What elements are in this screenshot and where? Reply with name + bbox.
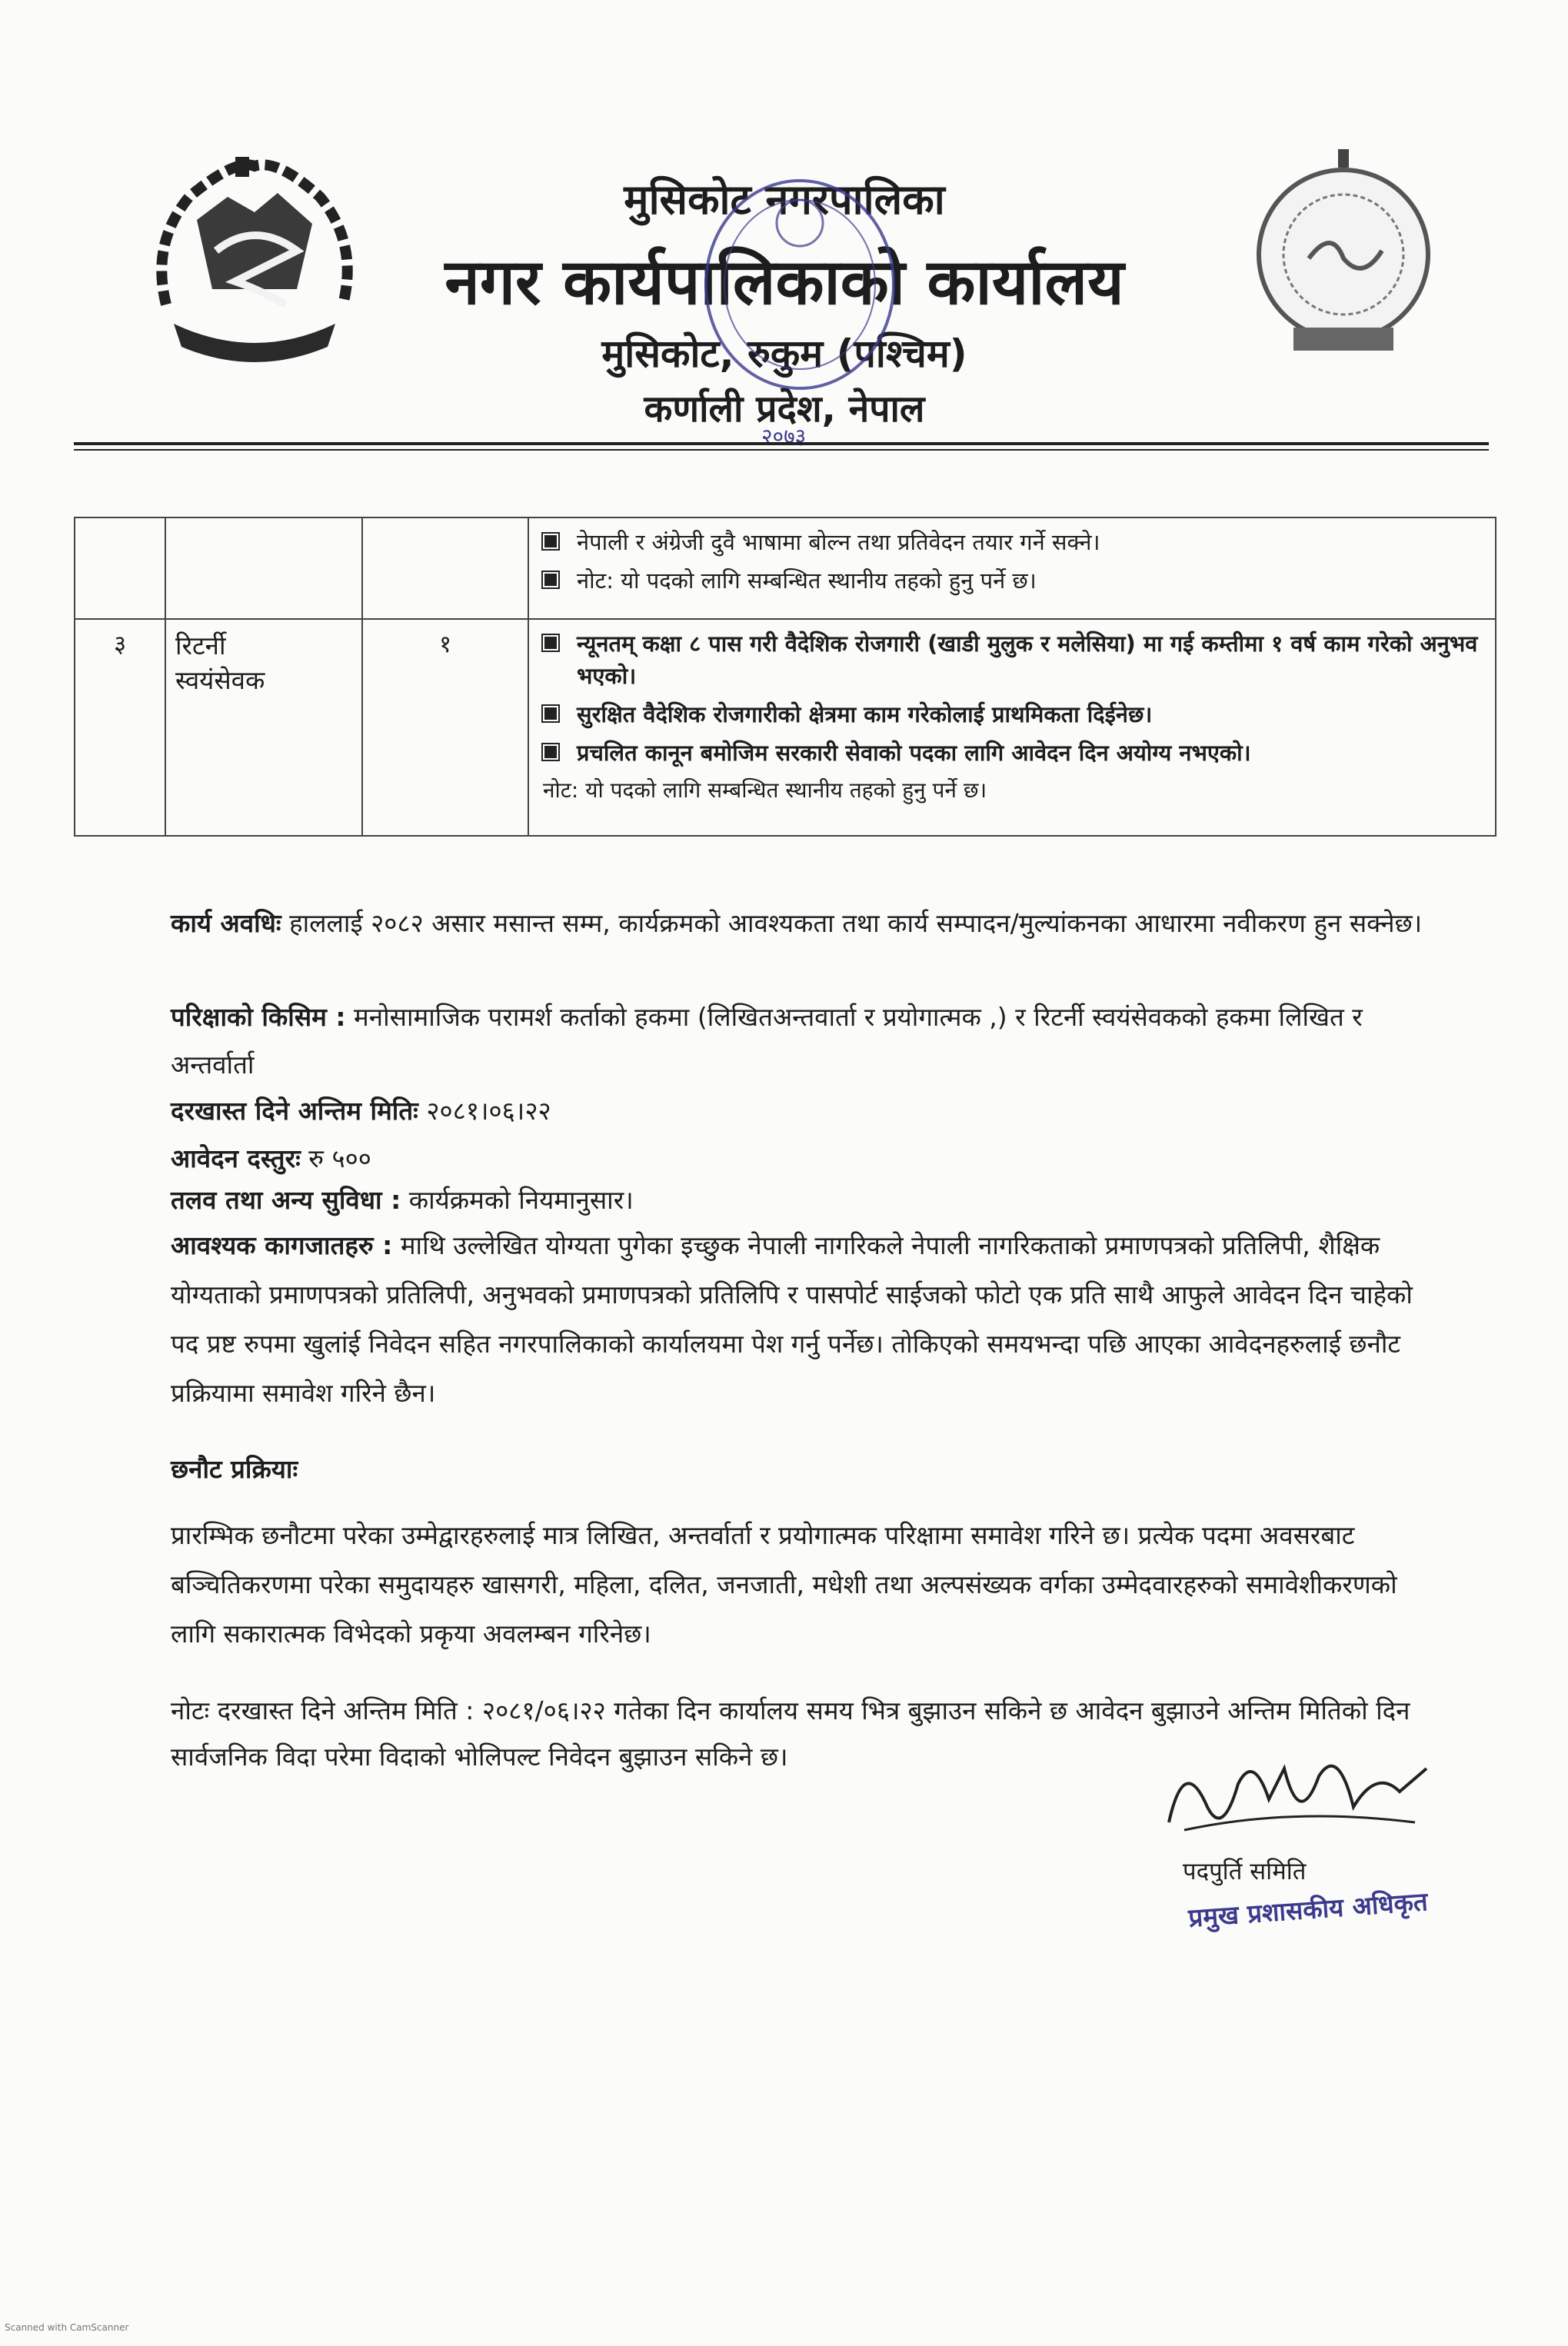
fee-label: आवेदन दस्तुरः	[171, 1143, 301, 1173]
table-cell	[165, 517, 362, 619]
office-title: नगर कार्यपालिकाको कार्यालय	[444, 246, 1124, 319]
table-row	[75, 517, 1496, 619]
application-deadline	[171, 1087, 1440, 1135]
province-country: कर्णाली प्रदेश, नेपाल	[644, 388, 925, 431]
post-note: नोट: यो पदको लागि सम्बन्धित स्थानीय तहको हुनु पर्ने छ।	[543, 777, 987, 804]
qualification-text: न्यूनतम् कक्षा ८ पास गरी वैदेशिक रोजगारी (खाडी मुलुक र मलेसिया) मा गई कम्तीमा १ वर्ष काम गरेको अनुभव भएको।	[577, 631, 1478, 690]
list-item	[538, 627, 1486, 692]
stamp-year: २०७३	[761, 424, 807, 449]
salary-label: तलव तथा अन्य सुविधा :	[171, 1185, 401, 1215]
square-bullet-icon	[544, 746, 557, 758]
selection-process-heading: छनौट प्रक्रियाः	[171, 1454, 298, 1484]
qualification-text: सुरक्षित वैदेशिक रोजगारीको क्षेत्रमा काम गरेकोलाई प्राथमिकता दिईनेछ।	[577, 701, 1153, 728]
serial-number: ३	[75, 619, 165, 836]
qualification-cell	[528, 517, 1496, 619]
deadline-label: दरखास्त दिने अन्तिम मितिः	[171, 1096, 418, 1126]
table-row	[75, 619, 1496, 836]
office-address: मुसिकोट, रुकुम (पश्चिम)	[601, 331, 967, 376]
municipality-name: मुसिकोट नगरपालिका	[624, 175, 945, 224]
table-cell	[75, 517, 165, 619]
exam-type	[171, 993, 1440, 1089]
signature-title: पदपुर्ति समिति	[1183, 1858, 1307, 1885]
exam-type-label: परिक्षाको किसिम :	[171, 1002, 346, 1032]
square-bullet-icon	[544, 637, 557, 649]
documents-text: माथि उल्लेखित योग्यता पुगेका इच्छुक नेपाली नागरिकले नेपाली नागरिकताको प्रमाणपत्रको प्रतिलिपी, शैक्षिक योग्यताको प्रमाणपत्रको प्रतिलिपी, अनुभवको प्रमाणपत्रको प्रतिलिपि र पासपोर्ट साईजको फोटो एक प्रति साथै आफुले आवेदन दिन चाहेको पद प्रष्ट रुपमा खुलांई निवेदन सहित नगरपालिकाको कार्यालयमा पेश गर्नु पर्नेछ। तोकिएको समयभन्दा पछि आएका आवेदनहरुलाई छनौट प्रक्रियामा समावेश गरिने छैन।	[171, 1230, 1413, 1408]
application-fee	[171, 1135, 1440, 1183]
municipality-logo	[1247, 143, 1440, 366]
post-count: १	[362, 619, 528, 836]
documents-label: आवश्यक कागजातहरु :	[171, 1230, 393, 1260]
qualification-text: नेपाली र अंग्रेजी दुवै भाषामा बोल्न तथा प्रतिवेदन तयार गर्ने सक्ने।	[577, 529, 1100, 555]
square-bullet-icon	[544, 574, 557, 586]
salary-text: कार्यक्रमको नियमानुसार।	[408, 1185, 634, 1215]
qualification-text: प्रचलित कानून बमोजिम सरकारी सेवाको पदका लागि आवेदन दिन अयोग्य नभएको।	[577, 740, 1251, 767]
deadline-value: २०८१।०६।२२	[426, 1096, 551, 1126]
qualification-table	[74, 517, 1496, 837]
work-duration-text: हाललाई २०८२ असार मसान्त सम्म, कार्यक्रमको आवश्यकता तथा कार्य सम्पादन/मुल्यांकनका आधारमा नवीकरण हुन सक्नेछ।	[289, 908, 1423, 938]
salary-benefits	[171, 1176, 1440, 1224]
official-round-stamp	[696, 169, 904, 408]
post-name-line1: रिटर्नी	[175, 631, 226, 661]
post-name-line2: स्वयंसेवक	[175, 665, 265, 695]
exam-type-text: मनोसामाजिक परामर्श कर्ताको हकमा (लिखितअन्तवार्ता र प्रयोगात्मक ,) र रिटर्नी स्वयंसेवकको हकमा लिखित र अन्तर्वार्ता	[171, 1002, 1363, 1080]
table-cell	[362, 517, 528, 619]
selection-process-text: प्रारम्भिक छनौटमा परेका उम्मेद्वारहरुलाई मात्र लिखित, अन्तर्वार्ता र प्रयोगात्मक परिक्षामा समावेश गरिने छ। प्रत्येक पदमा अवसरबाट बञ्चितिकरणमा परेका समुदायहरु खासगरी, महिला, दलित, जनजाती, मधेशी तथा अल्पसंख्यक वर्गका उम्मेदवारहरुको समावेशीकरणको लागि सकारात्मक विभेदको प्रकृया अवलम्बन गरिनेछ।	[171, 1520, 1397, 1649]
list-item	[538, 698, 1486, 730]
square-bullet-icon	[544, 707, 557, 720]
qualification-cell	[528, 619, 1496, 836]
work-duration	[171, 900, 1440, 947]
header-divider	[74, 442, 1489, 445]
signature-officer: प्रमुख प्रशासकीय अधिकृत	[1187, 1886, 1429, 1933]
list-item	[538, 526, 1486, 558]
scanner-watermark: Scanned with CamScanner	[5, 2322, 129, 2333]
qualification-text: नोट: यो पदको लागि सम्बन्धित स्थानीय तहको हुनु पर्ने छ।	[577, 567, 1037, 594]
nepal-emblem-logo	[143, 151, 366, 381]
handwritten-signature	[1154, 1738, 1446, 1853]
header-divider-thin	[74, 449, 1489, 451]
fee-value: रु ५००	[308, 1143, 371, 1173]
list-item	[538, 564, 1486, 597]
work-duration-label: कार्य अवधिः	[171, 908, 281, 938]
final-note: नोटः दरखास्त दिने अन्तिम मिति : २०८१/०६।२२ गतेका दिन कार्यालय समय भित्र बुझाउन सकिने छ आवेदन बुझाउने अन्तिम मितिको दिन सार्वजनिक विदा परेमा विदाको भोलिपल्ट निवेदन बुझाउन सकिने छ।	[171, 1695, 1410, 1772]
post-name	[165, 619, 362, 836]
required-documents	[171, 1221, 1440, 1418]
square-bullet-icon	[544, 535, 557, 547]
list-item	[538, 737, 1486, 769]
